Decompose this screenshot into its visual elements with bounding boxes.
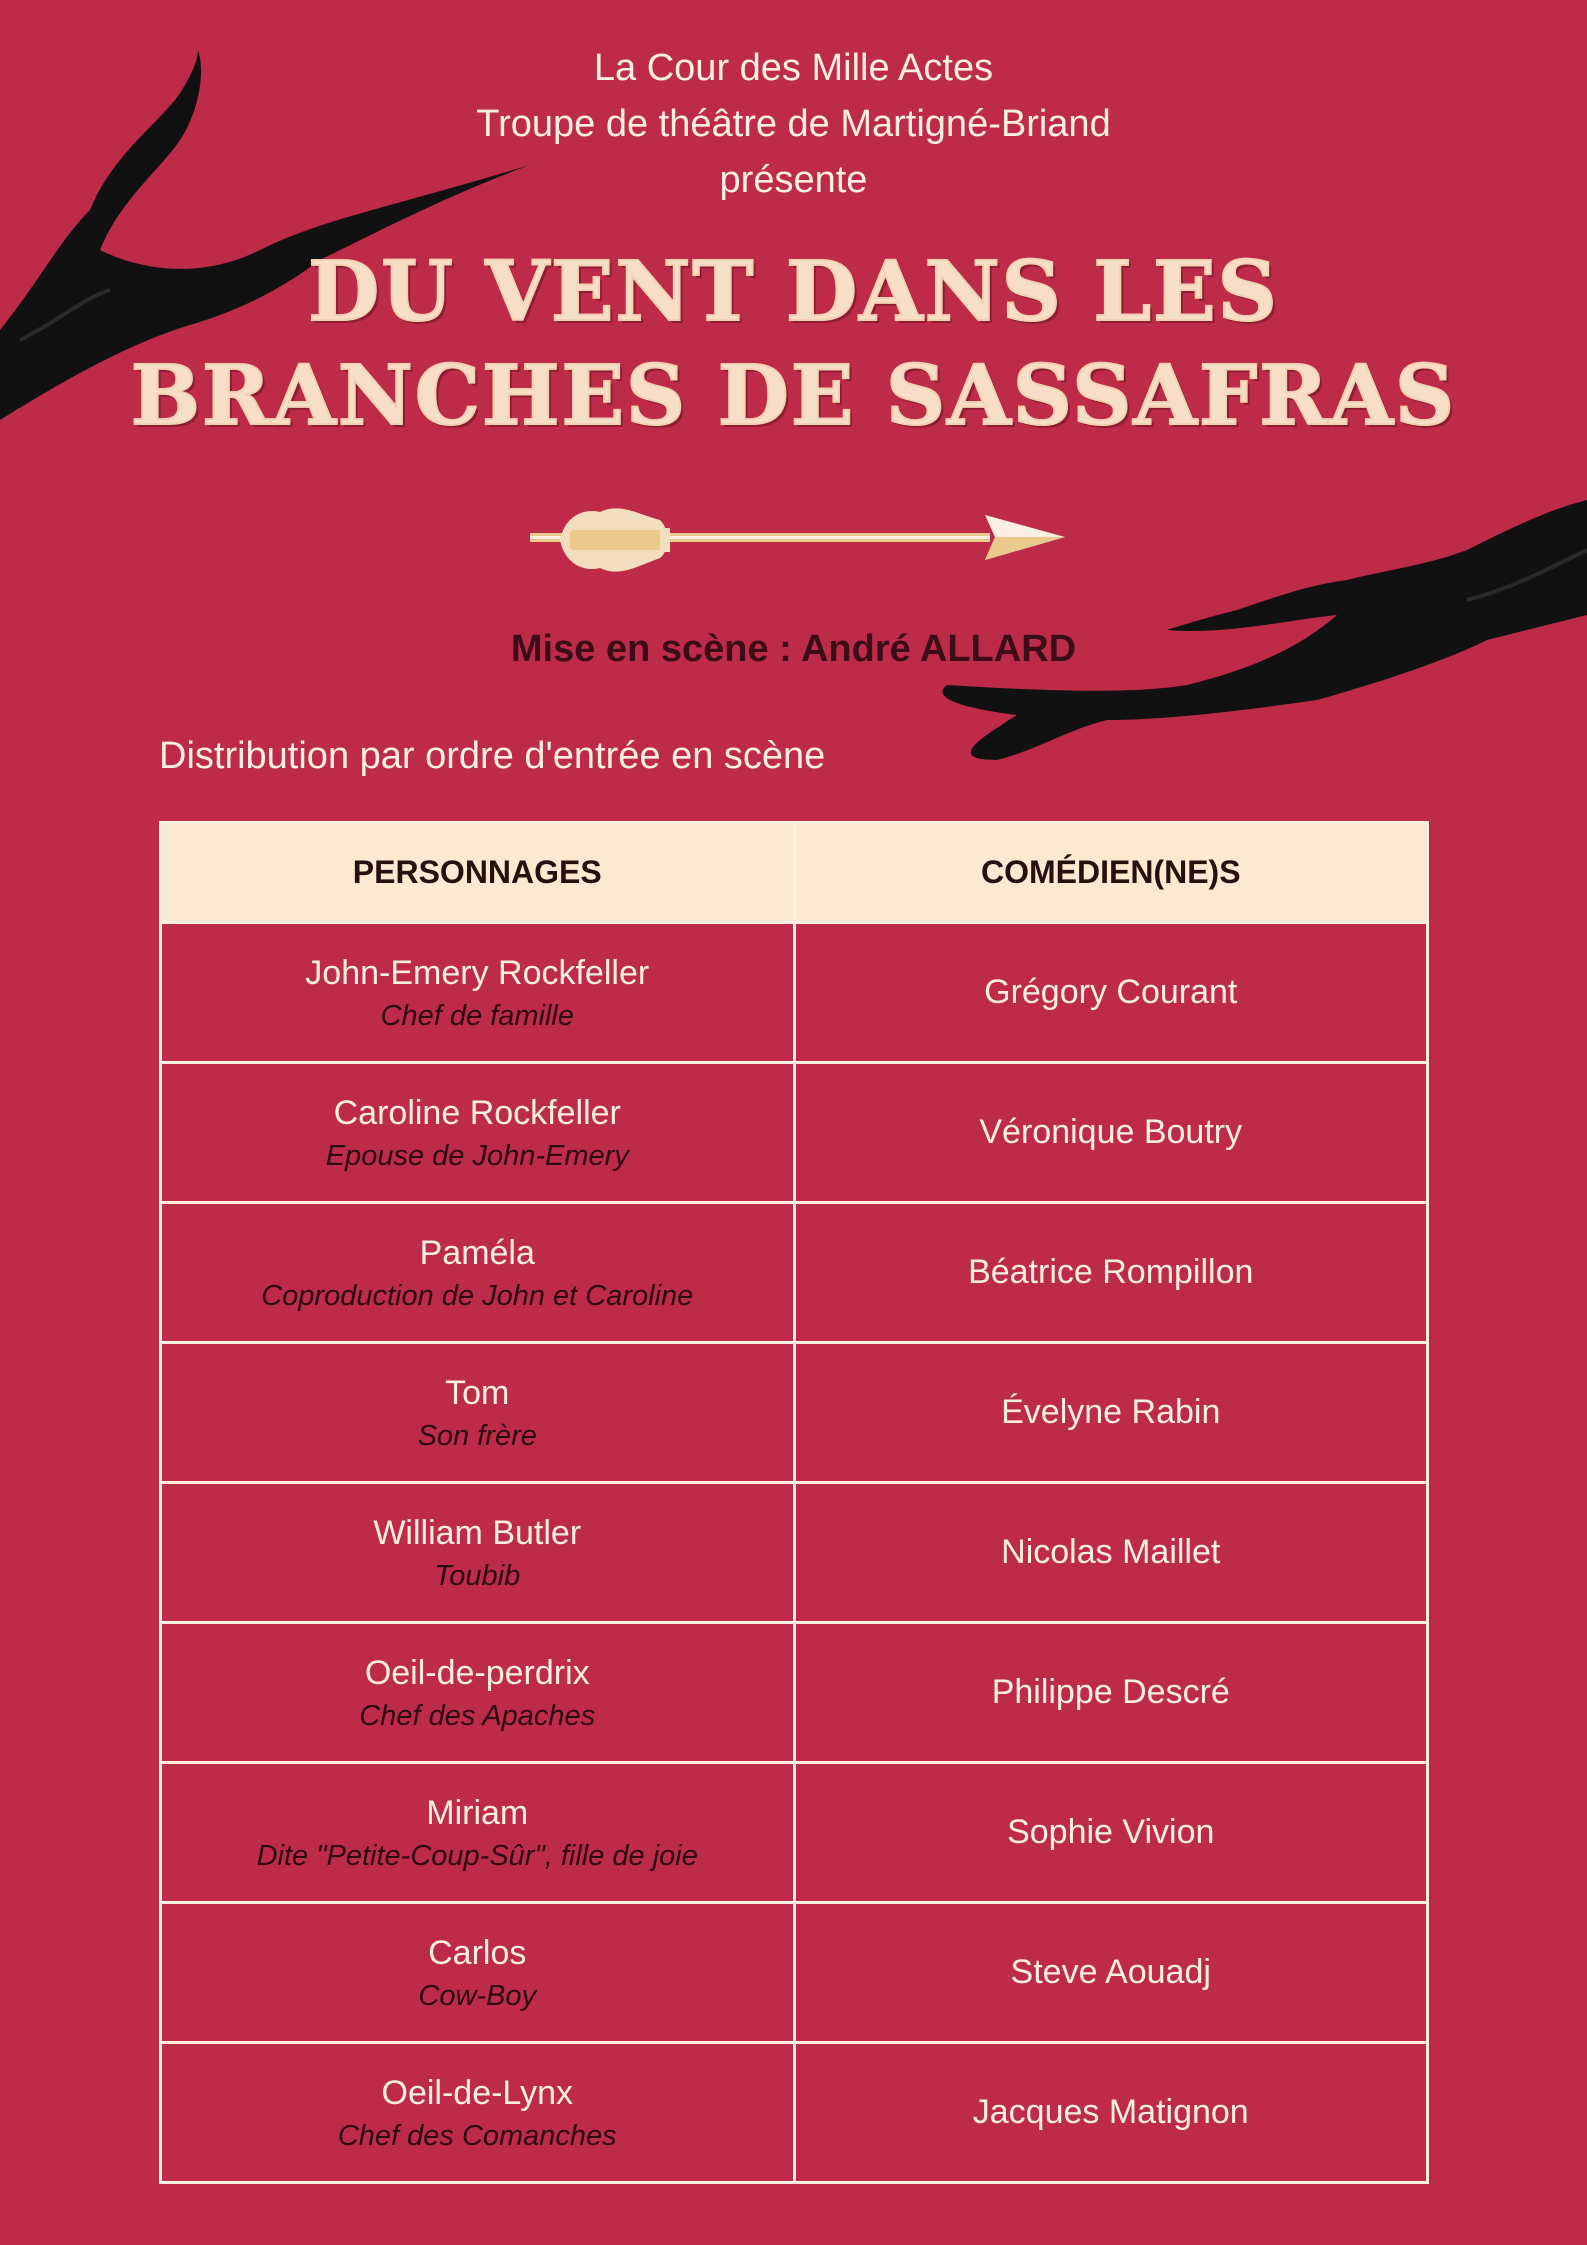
role-name: William Butler [373,1513,582,1552]
play-title [0,240,1587,448]
role-description: Dite "Petite-Coup-Sûr", fille de joie [256,1839,698,1872]
actor-cell [794,1343,1428,1483]
table-row [161,2043,1428,2183]
role-description: Toubib [434,1559,521,1592]
actor-name: Steve Aouadj [1010,1953,1211,1991]
presents-text: présente [719,159,868,201]
table-row [161,1763,1428,1903]
table-row [161,1903,1428,2043]
role-name: Tom [445,1373,510,1412]
actor-name: Philippe Descré [991,1673,1230,1711]
cast-heading: Distribution par ordre d'entrée en scène [159,735,826,777]
role-name: Oeil-de-perdrix [364,1653,590,1692]
director-credit: Mise en scène : André ALLARD [510,628,1077,670]
role-description: Chef de famille [380,999,574,1032]
actor-name: Grégory Courant [984,973,1238,1011]
role-name: Oeil-de-Lynx [381,2073,573,2112]
role-cell [161,923,795,1063]
intro-block [0,40,1587,208]
actor-name: Jacques Matignon [972,2093,1249,2131]
table-row [161,923,1428,1063]
role-description: Chef des Apaches [359,1699,596,1732]
actor-name: Béatrice Rompillon [968,1253,1254,1291]
role-cell [161,1763,795,1903]
actor-cell [794,923,1428,1063]
role-description: Son frère [417,1419,537,1452]
table-row [161,1343,1428,1483]
arrow-icon [530,500,1065,580]
troupe-name: La Cour des Mille Actes [593,47,994,89]
table-row [161,1483,1428,1623]
table-header-row [161,823,1428,923]
actor-cell [794,1203,1428,1343]
role-description: Coproduction de John et Caroline [261,1279,694,1312]
role-name: Carlos [428,1933,527,1972]
table-row [161,1623,1428,1763]
role-description: Chef des Comanches [337,2119,617,2152]
cast-table [159,821,1429,2184]
actor-name: Véronique Boutry [979,1113,1243,1151]
role-name: Caroline Rockfeller [333,1093,621,1132]
role-name: Miriam [426,1793,529,1832]
table-row [161,1063,1428,1203]
role-name: John-Emery Rockfeller [305,953,650,992]
role-cell [161,1343,795,1483]
actor-name: Nicolas Maillet [1001,1533,1221,1571]
role-description: Epouse de John-Emery [325,1139,629,1172]
column-header-actors: COMÉDIEN(NE)S [794,823,1428,923]
actor-cell [794,1763,1428,1903]
role-cell [161,1623,795,1763]
role-cell [161,2043,795,2183]
actor-cell [794,1623,1428,1763]
actor-name: Sophie Vivion [1007,1813,1215,1851]
role-cell [161,1063,795,1203]
role-cell [161,1203,795,1343]
role-description: Cow-Boy [418,1979,537,2012]
troupe-subtitle: Troupe de théâtre de Martigné-Briand [476,103,1111,145]
actor-cell [794,2043,1428,2183]
actor-cell [794,1063,1428,1203]
play-title-line-1: DU VENT DANS LES [308,244,1279,340]
table-row [161,1203,1428,1343]
play-title-line-2: BRANCHES DE SASSAFRAS [130,348,1457,444]
actor-name: Évelyne Rabin [1001,1393,1221,1431]
actor-cell [794,1903,1428,2043]
role-name: Paméla [419,1233,535,1272]
role-cell [161,1483,795,1623]
actor-cell [794,1483,1428,1623]
column-header-roles: PERSONNAGES [161,823,795,923]
role-cell [161,1903,795,2043]
